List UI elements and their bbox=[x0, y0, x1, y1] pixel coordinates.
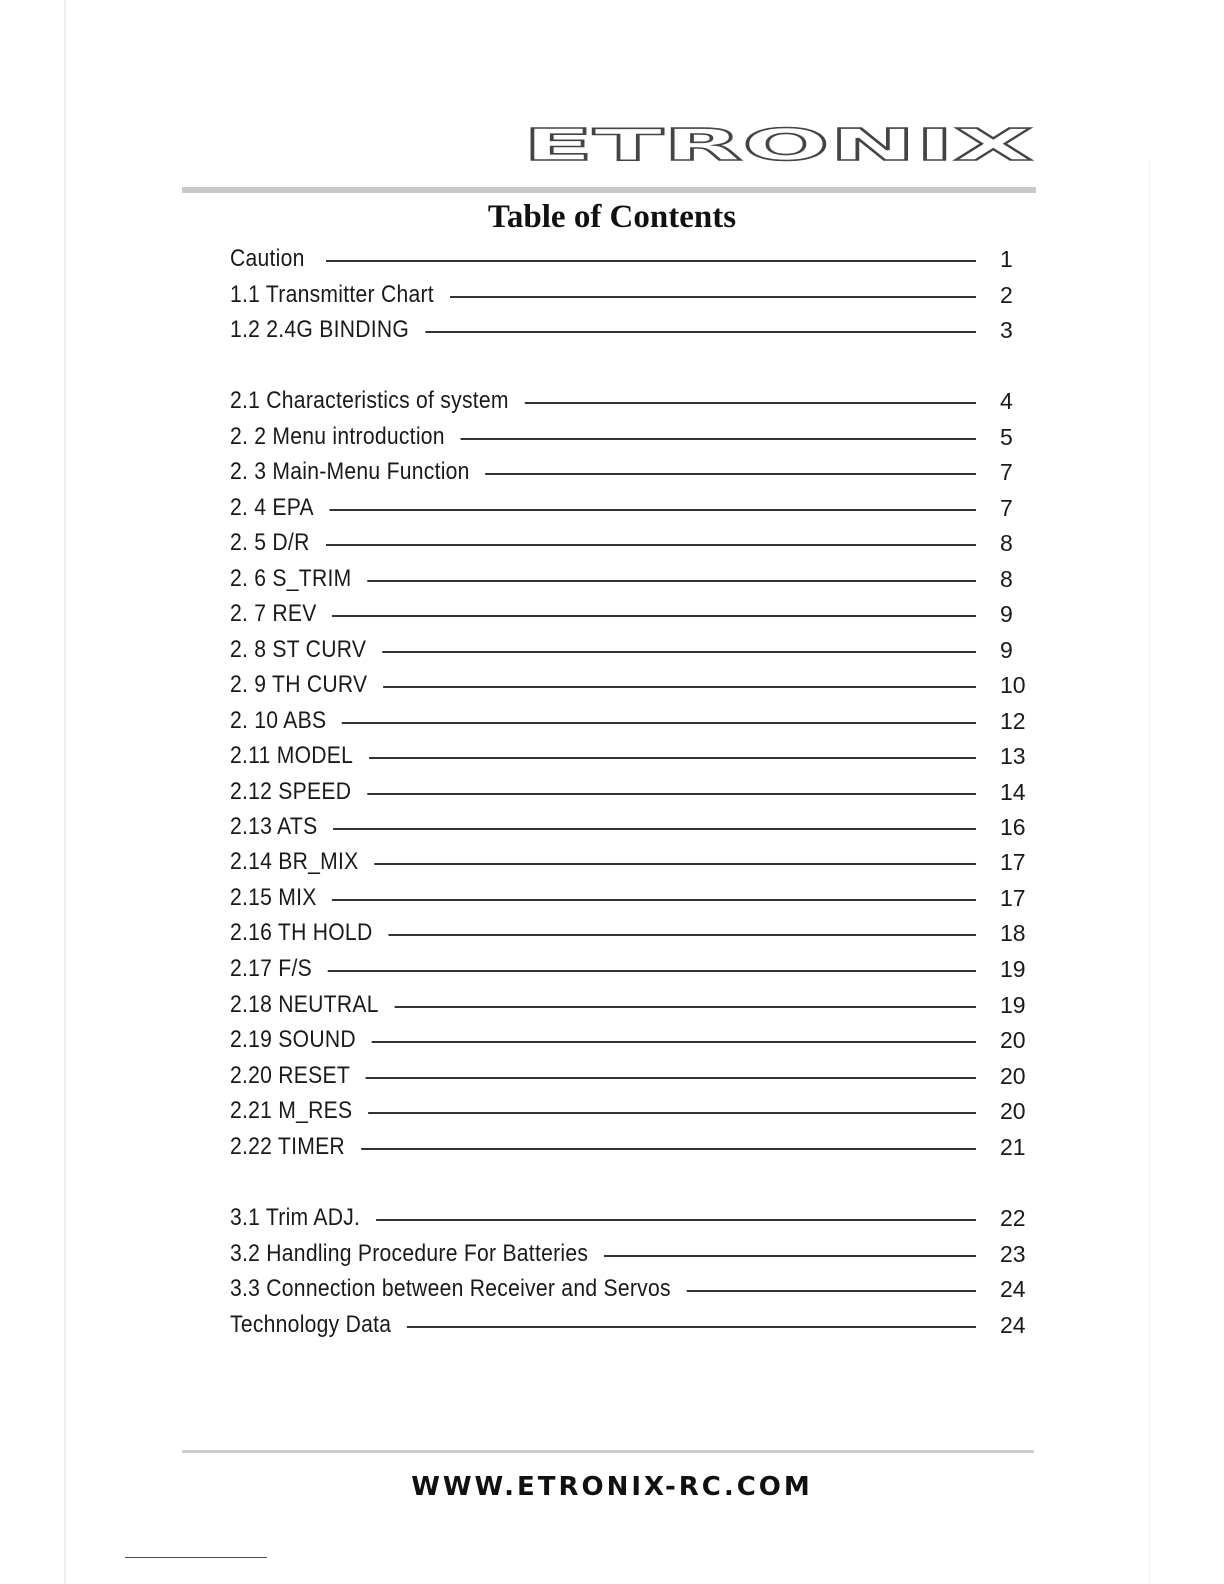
toc-entry-label: 1.2 2.4G BINDING bbox=[230, 315, 425, 345]
toc-entry-label: 2. 3 Main-Menu Function bbox=[230, 457, 486, 487]
toc-entry-label: 2.14 BR_MIX bbox=[230, 847, 374, 877]
footer-rule bbox=[182, 1450, 1034, 1453]
toc-entry[interactable] bbox=[230, 990, 1030, 1020]
toc-entry-page: 20 bbox=[1000, 1098, 1026, 1124]
toc-entry[interactable] bbox=[230, 1061, 1030, 1091]
toc-leader-line bbox=[326, 934, 976, 936]
page-title: Table of Contents bbox=[487, 199, 737, 235]
toc-entry-page: 4 bbox=[1000, 388, 1013, 414]
toc-leader-line bbox=[326, 1006, 976, 1008]
toc-entry-label: 2.20 RESET bbox=[230, 1061, 366, 1091]
toc-entry-page: 24 bbox=[1000, 1276, 1026, 1302]
toc-entry-label: 3.3 Connection between Receiver and Servos bbox=[230, 1274, 687, 1304]
toc-entry[interactable] bbox=[230, 1203, 1030, 1233]
toc-entry-page: 19 bbox=[1000, 956, 1026, 982]
toc-leader-line bbox=[326, 1077, 976, 1079]
toc-entry[interactable] bbox=[230, 847, 1030, 877]
toc-entry[interactable] bbox=[230, 528, 1030, 558]
toc-leader-line bbox=[326, 1041, 976, 1043]
toc-entry-label: 2. 8 ST CURV bbox=[230, 635, 382, 665]
toc-entry-label: 2.19 SOUND bbox=[230, 1025, 372, 1055]
toc-entry[interactable] bbox=[230, 422, 1030, 452]
toc-leader-line bbox=[326, 828, 976, 830]
toc-entry[interactable] bbox=[230, 1025, 1030, 1055]
toc-entry-label: 2. 2 Menu introduction bbox=[230, 422, 461, 452]
toc-entry-page: 2 bbox=[1000, 282, 1013, 308]
toc-entry-label: Caution bbox=[230, 244, 320, 274]
toc-entry-label: 2.22 TIMER bbox=[230, 1132, 361, 1162]
toc-entry-page: 13 bbox=[1000, 743, 1026, 769]
toc-entry-page: 16 bbox=[1000, 814, 1026, 840]
toc-entry-label: 2.18 NEUTRAL bbox=[230, 990, 395, 1020]
toc-entry-label: 2.11 MODEL bbox=[230, 741, 369, 771]
toc-entry[interactable] bbox=[230, 599, 1030, 629]
toc-leader-line bbox=[326, 1326, 976, 1328]
toc-leader-line bbox=[326, 1219, 976, 1221]
toc-entry-page: 20 bbox=[1000, 1063, 1026, 1089]
toc-entry[interactable] bbox=[230, 1096, 1030, 1126]
toc-entry-label: 2.21 M_RES bbox=[230, 1096, 368, 1126]
toc-entry-page: 24 bbox=[1000, 1312, 1026, 1338]
toc-entry-page: 17 bbox=[1000, 885, 1026, 911]
toc-leader-line bbox=[326, 1112, 976, 1114]
toc-leader-line bbox=[326, 793, 976, 795]
toc-leader-line bbox=[326, 260, 976, 262]
footer-url[interactable]: WWW.ETRONIX-RC.COM bbox=[411, 1472, 813, 1502]
toc-entry-page: 9 bbox=[1000, 601, 1013, 627]
toc-entry[interactable] bbox=[230, 1132, 1030, 1162]
toc-leader-line bbox=[326, 757, 976, 759]
toc-entry-page: 17 bbox=[1000, 849, 1026, 875]
toc-entry-label: 2.13 ATS bbox=[230, 812, 333, 842]
toc-entry-label: 3.2 Handling Procedure For Batteries bbox=[230, 1239, 604, 1269]
toc-entry[interactable] bbox=[230, 1310, 1030, 1340]
toc-entry-page: 12 bbox=[1000, 708, 1026, 734]
toc-entry[interactable] bbox=[230, 777, 1030, 807]
toc-entry-page: 1 bbox=[1000, 246, 1013, 272]
toc-entry-page: 23 bbox=[1000, 1241, 1026, 1267]
toc-entry[interactable] bbox=[230, 706, 1030, 736]
toc-leader-line bbox=[326, 863, 976, 865]
toc-entry[interactable] bbox=[230, 954, 1030, 984]
toc-entry[interactable] bbox=[230, 1274, 1030, 1304]
toc-entry[interactable] bbox=[230, 493, 1030, 523]
toc-entry-label: 2.1 Characteristics of system bbox=[230, 386, 525, 416]
toc-entry-page: 8 bbox=[1000, 566, 1013, 592]
toc-entry-page: 20 bbox=[1000, 1027, 1026, 1053]
logo-text: ETRONIX bbox=[523, 124, 1034, 166]
toc-entry-page: 14 bbox=[1000, 779, 1026, 805]
toc-entry[interactable] bbox=[230, 883, 1030, 913]
toc-entry[interactable] bbox=[230, 670, 1030, 700]
toc-entry-label: 2. 6 S_TRIM bbox=[230, 564, 367, 594]
toc-entry[interactable] bbox=[230, 918, 1030, 948]
toc-entry-label: 2. 5 D/R bbox=[230, 528, 325, 558]
toc-entry-page: 5 bbox=[1000, 424, 1013, 450]
toc-entry-label: 3.1 Trim ADJ. bbox=[230, 1203, 376, 1233]
toc-leader-line bbox=[326, 509, 976, 511]
toc-leader-line bbox=[326, 899, 976, 901]
toc-entry-label: 2.17 F/S bbox=[230, 954, 328, 984]
toc-entry-page: 19 bbox=[1000, 992, 1026, 1018]
toc-entry[interactable] bbox=[230, 315, 1030, 345]
toc-leader-line bbox=[326, 686, 976, 688]
toc-entry-page: 21 bbox=[1000, 1134, 1026, 1160]
toc-entry-page: 3 bbox=[1000, 317, 1013, 343]
toc-entry[interactable] bbox=[230, 741, 1030, 771]
toc-leader-line bbox=[326, 651, 976, 653]
toc-entry-label: 1.1 Transmitter Chart bbox=[230, 280, 450, 310]
toc-leader-line bbox=[326, 615, 976, 617]
toc-entry-page: 10 bbox=[1000, 672, 1026, 698]
toc-entry-label: 2.15 MIX bbox=[230, 883, 332, 913]
toc-leader-line bbox=[326, 580, 976, 582]
toc-entry-page: 8 bbox=[1000, 530, 1013, 556]
toc-leader-line bbox=[326, 722, 976, 724]
toc-entry-label: 2.12 SPEED bbox=[230, 777, 367, 807]
toc-entry[interactable] bbox=[230, 1239, 1030, 1269]
toc-entry-label: Technology Data bbox=[230, 1310, 407, 1340]
toc-entry[interactable] bbox=[230, 386, 1030, 416]
toc-entry-label: 2. 4 EPA bbox=[230, 493, 330, 523]
toc-entry[interactable] bbox=[230, 244, 1030, 274]
toc-entry-label: 2.16 TH HOLD bbox=[230, 918, 388, 948]
toc-entry[interactable] bbox=[230, 635, 1030, 665]
toc-entry-page: 22 bbox=[1000, 1205, 1026, 1231]
toc-entry[interactable] bbox=[230, 457, 1030, 487]
toc-entry[interactable] bbox=[230, 280, 1030, 310]
toc-entry[interactable] bbox=[230, 812, 1030, 842]
toc-entry-label: 2. 7 REV bbox=[230, 599, 332, 629]
toc-entry-label: 2. 9 TH CURV bbox=[230, 670, 383, 700]
toc-leader-line bbox=[326, 970, 976, 972]
toc-entry-page: 7 bbox=[1000, 495, 1013, 521]
toc-leader-line bbox=[326, 544, 976, 546]
toc-entry-label: 2. 10 ABS bbox=[230, 706, 342, 736]
corner-mark bbox=[125, 1557, 267, 1558]
toc-entry-page: 7 bbox=[1000, 459, 1013, 485]
toc-entry[interactable] bbox=[230, 564, 1030, 594]
toc-entry-page: 18 bbox=[1000, 920, 1026, 946]
toc-leader-line bbox=[326, 1148, 976, 1150]
toc-entry-page: 9 bbox=[1000, 637, 1013, 663]
